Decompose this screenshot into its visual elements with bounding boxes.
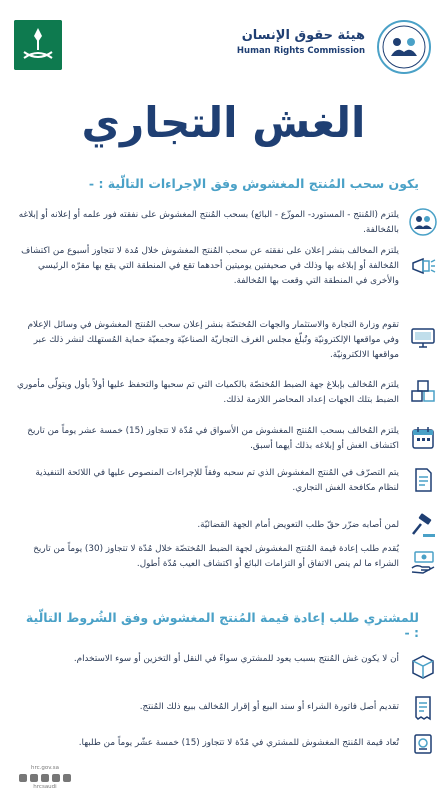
money-hand-icon [409, 548, 437, 576]
saudi-emblem-icon [14, 20, 62, 70]
list-item [12, 208, 437, 248]
org-name-en: Human Rights Commission [236, 46, 365, 56]
section2-heading: للمشتري طلب إعادة قيمة المُنتج المغشوش وفق الشُروط التالّية : - [25, 610, 419, 640]
list-item [12, 466, 437, 500]
list-item [12, 378, 437, 412]
monitor-icon [409, 324, 437, 352]
instagram-icon[interactable] [63, 774, 71, 782]
list-item [12, 730, 437, 758]
snapchat-icon[interactable] [52, 774, 60, 782]
item-text: أن لا يكون غش المُنتج بسبب يعود للمشتري سواءً في النقل أو التخزين أو سوء الاستخدام. [73, 654, 399, 664]
box-icon [409, 652, 437, 680]
boxes-icon [409, 378, 437, 406]
item-text: لمن أصابه ضرّر حقّ طلب التعويض أمام الجهة القضائيّة. [197, 520, 399, 530]
org-name [195, 28, 365, 56]
document-icon [409, 466, 437, 494]
footer [10, 765, 80, 790]
item-text: يلتزم المُخالف بسحب المُنتج المغشوش من الأسواق في مُدّة لا تتجاوز (15) خمسة عشر يوماً من تاريخ اكتشاف الغش أو إبلاغه بذلك أيهما أسبق. [27, 426, 399, 451]
facebook-icon[interactable] [41, 774, 49, 782]
social-icons [10, 774, 80, 782]
item-text: تقوم وزارة التجارة والاستثمار والجهات المُختصّة بنشر إعلان سحب المُنتج المغشوش في وسائل الإعلام وفي مواقعها الإلكترونيّة وتُبلّغ مجلس الغرف التجاريّة الصناعيّة وجمعيّة حماية المُستهلك لنشر ذلك عبر مواقعها الالكترونيّة. [27, 320, 399, 360]
footer-handle: hrcsaudi [33, 784, 57, 790]
twitter-icon[interactable] [30, 774, 38, 782]
page-title: الغش التجاري [81, 98, 366, 147]
megaphone-icon [409, 252, 437, 280]
list-item [12, 652, 437, 686]
gavel-icon [409, 512, 437, 540]
list-item [12, 694, 437, 722]
item-text: تقديم أصل فاتورة الشراء أو سند البيع أو إقرار المُخالف ببيع ذلك المُنتج. [139, 702, 399, 712]
list-item [12, 424, 437, 458]
item-text: يلتزم (المُنتج - المستورد- الموزّع - البائع) بسحب المُنتج المغشوش على نفقته فور علمه أو إعلانه أو إبلاغه بالمُخالفة. [18, 210, 399, 235]
list-item [12, 512, 437, 538]
item-text: يُقدم طلب إعادة قيمة المُنتج المغشوش لجهة الضبط المُختصّة خلال مُدّة لا تتجاوز (30) يوماً من تاريخ الشراء ما لم ينص الاتفاق أو التزامات البائع أو اكتشاف العيب مُدّة أطول. [33, 544, 399, 569]
item-text: يلتزم المُخالف بإبلاغ جهة الضبط المُختصّة بالكميات التي تم سحبها والتحفظ عليها أولاً بأول ويتولّى مأموري الضبط بتلك الجهات إعداد المحاضر اللازمة لذلك. [17, 380, 399, 405]
calendar-icon [409, 424, 437, 452]
item-text: تُعاد قيمة المُنتج المغشوش للمشتري في مُدّة لا تتجاوز (15) خمسة عشّر يوماً من طلبها. [78, 738, 399, 748]
item-text: يتم التصرّف في المُنتج المغشوش الذي تم سحبه وفقاً للإجراءات المنصوص عليها في اللائحة التنفيذية لنظام مكافحة الغش التجاري. [35, 468, 399, 493]
org-name-ar: هيئة حقوق الإنسان [241, 28, 365, 43]
refund-icon [409, 730, 437, 758]
people-icon [409, 208, 437, 236]
header [0, 14, 447, 74]
list-item [12, 542, 437, 590]
item-text: يلتزم المخالف بنشر إعلان على نفقته عن سحب المُنتج المغشوش خلال مُدة لا تتجاوز أسبوع من اكتشاف المُخالفة أو إبلاغه بها وذلك في صحيفتين يوميتين أحدهما تقع في المنطقة التي يقع بها مقرّه الرئيسي والأخرى في المنطقة التي وقعت بها المُخالفة. [21, 246, 399, 286]
hrc-logo-icon [375, 18, 433, 76]
section1-heading: يكون سحب المُنتج المغشوش وفق الإجراءات التالّية : - [88, 176, 419, 191]
footer-url[interactable]: hrc.gov.sa [30, 765, 60, 771]
receipt-icon [409, 694, 437, 722]
youtube-icon[interactable] [19, 774, 27, 782]
list-item [12, 318, 437, 366]
list-item [12, 244, 437, 306]
